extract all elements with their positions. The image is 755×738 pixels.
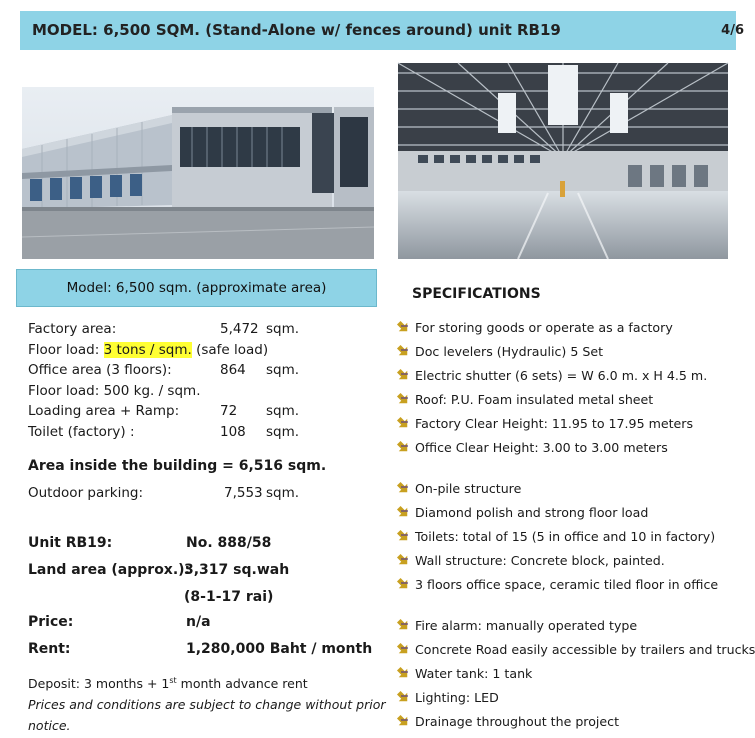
land-area-label: Land area (approx.): bbox=[28, 562, 191, 578]
page-number: 4/6 bbox=[721, 23, 744, 38]
spec-item bbox=[396, 320, 673, 335]
bullet-arrow-icon bbox=[396, 577, 410, 591]
loading-area-value: 72 bbox=[220, 403, 238, 419]
spec-item bbox=[396, 642, 755, 657]
disclaimer-line-2: notice. bbox=[28, 718, 71, 733]
spec-item bbox=[396, 618, 637, 633]
page-title: MODEL: 6,500 SQM. (Stand-Alone w/ fences around) unit RB19 bbox=[32, 21, 561, 39]
spec-item bbox=[396, 392, 653, 407]
spec-item bbox=[396, 529, 715, 544]
bullet-arrow-icon bbox=[396, 529, 410, 543]
floor-load-label: Floor load: bbox=[28, 342, 100, 358]
spec-item bbox=[396, 481, 521, 496]
rent-value: 1,280,000 Baht / month bbox=[186, 641, 373, 657]
bullet-arrow-icon bbox=[396, 392, 410, 406]
spec-item bbox=[396, 714, 619, 729]
deposit-text bbox=[28, 676, 308, 691]
spec-item-text: Drainage throughout the project bbox=[415, 714, 620, 729]
spec-item-text: Toilets: total of 15 (5 in office and 10 in factory) bbox=[415, 529, 716, 544]
parking-value: 7,553 bbox=[224, 485, 263, 501]
spec-item-text: Lighting: LED bbox=[415, 690, 499, 705]
toilet-unit: sqm. bbox=[266, 424, 300, 440]
bullet-arrow-icon bbox=[396, 642, 410, 656]
factory-area-unit: sqm. bbox=[266, 321, 300, 337]
model-label-box bbox=[16, 269, 377, 307]
spec-item-text: Water tank: 1 tank bbox=[415, 666, 533, 681]
office-floor-load: Floor load: 500 kg. / sqm. bbox=[28, 383, 201, 399]
price-value: n/a bbox=[186, 614, 211, 630]
spec-item-text: Concrete Road easily accessible by trailers and trucks bbox=[415, 642, 755, 657]
spec-item-text: 3 floors office space, ceramic tiled floor in office bbox=[415, 577, 719, 592]
unit-value: No. 888/58 bbox=[186, 535, 272, 551]
bullet-arrow-icon bbox=[396, 690, 410, 704]
spec-item bbox=[396, 416, 693, 431]
deposit-text-tail: month advance rent bbox=[176, 676, 308, 692]
deposit-superscript: st bbox=[169, 676, 177, 685]
spec-item bbox=[396, 553, 665, 568]
inside-building-area: Area inside the building = 6,516 sqm. bbox=[28, 458, 327, 474]
spec-item bbox=[396, 577, 718, 592]
floor-load-note: (safe load) bbox=[196, 342, 269, 358]
bullet-arrow-icon bbox=[396, 344, 410, 358]
disclaimer-line-1: Prices and conditions are subject to change without prior bbox=[28, 697, 386, 712]
spec-item-text: For storing goods or operate as a factory bbox=[415, 320, 673, 335]
loading-area-label: Loading area + Ramp: bbox=[28, 403, 180, 419]
office-area-value: 864 bbox=[220, 362, 246, 378]
spec-item bbox=[396, 344, 603, 359]
parking-unit: sqm. bbox=[266, 485, 300, 501]
factory-area-label: Factory area: bbox=[28, 321, 117, 337]
bullet-arrow-icon bbox=[396, 416, 410, 430]
bullet-arrow-icon bbox=[396, 618, 410, 632]
exterior-photo bbox=[22, 87, 374, 259]
deposit-text-main: Deposit: 3 months + 1 bbox=[28, 676, 170, 692]
model-label: Model: 6,500 sqm. (approximate area) bbox=[66, 280, 327, 296]
floor-load-row bbox=[28, 342, 268, 358]
spec-item-text: Factory Clear Height: 11.95 to 17.95 meters bbox=[415, 416, 694, 431]
spec-item-text: Fire alarm: manually operated type bbox=[415, 618, 638, 633]
bullet-arrow-icon bbox=[396, 368, 410, 382]
land-area-rai: (8-1-17 rai) bbox=[184, 589, 274, 605]
spec-item bbox=[396, 690, 499, 705]
spec-item-text: Diamond polish and strong floor load bbox=[415, 505, 649, 520]
bullet-arrow-icon bbox=[396, 440, 410, 454]
factory-area-value: 5,472 bbox=[220, 321, 259, 337]
floor-load-highlight: 3 tons / sqm. bbox=[103, 342, 192, 358]
spec-item bbox=[396, 440, 668, 455]
price-label: Price: bbox=[28, 614, 74, 630]
spec-item-text: Wall structure: Concrete block, painted. bbox=[415, 553, 665, 568]
spec-item-text: Office Clear Height: 3.00 to 3.00 meters bbox=[415, 440, 668, 455]
bullet-arrow-icon bbox=[396, 320, 410, 334]
parking-label: Outdoor parking: bbox=[28, 485, 144, 501]
interior-photo bbox=[398, 63, 728, 259]
spec-item-text: Roof: P.U. Foam insulated metal sheet bbox=[415, 392, 654, 407]
toilet-value: 108 bbox=[220, 424, 246, 440]
spec-item bbox=[396, 368, 707, 383]
specifications-title: SPECIFICATIONS bbox=[412, 286, 541, 302]
spec-item-text: Doc levelers (Hydraulic) 5 Set bbox=[415, 344, 604, 359]
header-banner bbox=[20, 11, 744, 50]
spec-item bbox=[396, 505, 648, 520]
bullet-arrow-icon bbox=[396, 505, 410, 519]
unit-label: Unit RB19: bbox=[28, 535, 113, 551]
loading-area-unit: sqm. bbox=[266, 403, 300, 419]
spec-item bbox=[396, 666, 532, 681]
office-area-unit: sqm. bbox=[266, 362, 300, 378]
spec-item-text: On-pile structure bbox=[415, 481, 522, 496]
spec-item-text: Electric shutter (6 sets) = W 6.0 m. x H 4.5 m. bbox=[415, 368, 708, 383]
bullet-arrow-icon bbox=[396, 714, 410, 728]
land-area-value: 3,317 sq.wah bbox=[184, 562, 290, 578]
rent-label: Rent: bbox=[28, 641, 71, 657]
toilet-label: Toilet (factory) : bbox=[28, 424, 135, 440]
office-area-label: Office area (3 floors): bbox=[28, 362, 172, 378]
bullet-arrow-icon bbox=[396, 553, 410, 567]
bullet-arrow-icon bbox=[396, 481, 410, 495]
bullet-arrow-icon bbox=[396, 666, 410, 680]
